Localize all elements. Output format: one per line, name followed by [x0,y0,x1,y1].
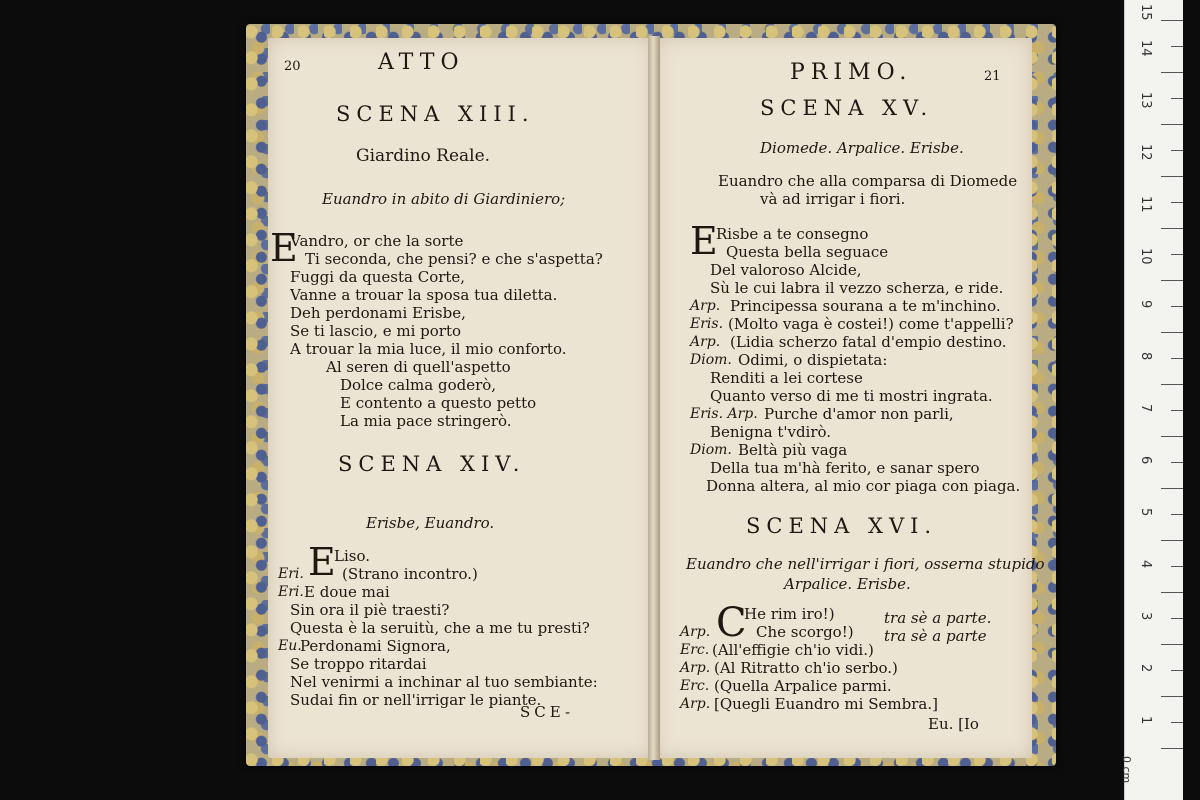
verse-line: Che scorgo!) [756,623,854,641]
speaker-label: Diom. [690,442,732,458]
ruler-tick [1171,306,1183,307]
ruler-tick [1161,228,1183,229]
page-number: 21 [984,69,1001,84]
verse-line: Del valoroso Alcide, [710,261,862,279]
page-number: 20 [284,59,301,74]
speaker-label: Eri. [278,566,304,582]
ruler-tick [1161,176,1183,177]
ruler-tick [1171,46,1183,47]
speaker-label: Eris. Arp. [690,406,758,422]
catchword: SCE- [520,703,575,721]
verse-line: Vandro, or che la sorte [290,232,464,250]
speaker-label: Arp. [690,334,721,350]
verse-line: Se troppo ritardai [290,655,427,673]
verse-line: (All'effigie ch'io vidi.) [712,641,874,659]
verse-line: Liso. [334,547,370,565]
ruler-tick [1171,670,1183,671]
ruler-number: 3 [1138,612,1153,621]
verse-line: Della tua m'hà ferito, e sanar spero [710,459,980,477]
verse-line: Quanto verso di me ti mostri ingrata. [710,387,993,405]
verse-line: [Quegli Euandro mi Sembra.] [714,695,938,713]
speaker-label: Diom. [690,352,732,368]
verse-line: Nel venirmi a inchinar al tuo sembiante: [290,673,598,691]
ruler-unit-label: 0 cm [1120,756,1133,784]
ruler-number: 14 [1138,40,1153,57]
verse-line: Se ti lascio, e mi porto [290,322,462,340]
drop-cap: E [270,226,298,270]
measurement-ruler [1120,0,1183,800]
drop-cap: C [716,600,747,646]
verse-line: Principessa sourana a te m'inchino. [730,297,1001,315]
speaker-label: Arp. [680,624,711,640]
ruler-tick [1161,384,1183,385]
scene-heading: SCENA XVI. [746,514,938,538]
ruler-tick [1171,514,1183,515]
ruler-tick [1171,410,1183,411]
ruler-tick [1171,98,1183,99]
verse-line: Beltà più vaga [738,441,848,459]
ruler-tick [1161,280,1183,281]
running-head: PRIMO. [790,60,913,85]
ruler-tick [1171,202,1183,203]
verse-line: Sin ora il piè traesti? [290,601,450,619]
verse-line: Al seren di quell'aspetto [326,358,511,376]
running-head: ATTO [378,50,465,75]
ruler-tick [1161,540,1183,541]
ruler-tick [1161,748,1183,749]
stage-direction: Euandro che alla comparsa di Diomede [718,172,1018,190]
ruler-tick [1171,150,1183,151]
verse-line: Dolce calma goderò, [340,376,497,394]
ruler-tick [1171,462,1183,463]
ruler-number: 11 [1138,196,1153,213]
ruler-number: 12 [1138,144,1153,161]
speaker-label: Eris. [690,316,724,332]
ruler-tick [1161,332,1183,333]
stage-direction: Arpalice. Erisbe. [784,575,911,593]
ruler-tick [1171,358,1183,359]
ruler-tick [1161,592,1183,593]
speaker-label: Erc. [680,642,710,658]
verse-line: A trouar la mia luce, il mio conforto. [290,340,567,358]
verse-line: Sudai fin or nell'irrigar le piante. [290,691,542,709]
verse-line: (Lidia scherzo fatal d'empio destino. [730,333,1007,351]
ruler-tick [1171,566,1183,567]
scene-setting: Giardino Reale. [356,146,491,166]
drop-cap: E [308,540,336,584]
scene-heading: SCENA XV. [760,96,934,120]
speaker-label: Erc. [680,678,710,694]
verse-line: Questa bella seguace [726,243,889,261]
ruler-tick [1161,696,1183,697]
verse-line: Fuggi da questa Corte, [290,268,466,286]
verse-line: Vanne a trouar la sposa tua diletta. [290,286,558,304]
verse-line: E doue mai [304,583,390,601]
verse-line: La mia pace stringerò. [340,412,512,430]
ruler-number: 13 [1138,92,1153,109]
verse-line: Renditi a lei cortese [710,369,863,387]
speaker-label: Arp. [680,696,711,712]
ruler-number: 9 [1138,300,1153,309]
verse-line: (Molto vaga è costei!) come t'appelli? [728,315,1014,333]
scene-heading: SCENA XIII. [336,102,535,126]
verse-line: Questa è la seruitù, che a me tu presti? [290,619,590,637]
ruler-number: 6 [1138,456,1153,465]
book-gutter [648,36,660,760]
verse-line: Benigna t'vdirò. [710,423,832,441]
speaker-label: Arp. [690,298,721,314]
verse-line: (Al Ritratto ch'io serbo.) [714,659,898,677]
ruler-tick [1171,618,1183,619]
scene-characters: Erisbe, Euandro. [366,514,495,532]
ruler-number: 2 [1138,664,1153,673]
ruler-number: 10 [1138,248,1153,265]
speaker-label: Eu. [278,638,302,654]
verse-line: Deh perdonami Erisbe, [290,304,466,322]
ruler-number: 7 [1138,404,1153,413]
ruler-number: 4 [1138,560,1153,569]
stage-direction: Euandro in abito di Giardiniero; [322,190,566,208]
ruler-number: 15 [1138,4,1153,21]
ruler-tick [1161,124,1183,125]
verse-line: Risbe a te consegno [716,225,869,243]
stage-direction: Euandro che nell'irrigar i fiori, osserna stupido [686,555,1045,573]
ruler-number: 1 [1138,716,1153,725]
verse-line: Purche d'amor non parli, [764,405,954,423]
stage-direction: và ad irrigar i fiori. [760,190,906,208]
verse-line: E contento a questo petto [340,394,537,412]
aside-note: tra sè a parte [884,627,987,645]
catchword: Eu. [Io [928,715,979,733]
verse-line: Perdonami Signora, [300,637,451,655]
ruler-tick [1161,436,1183,437]
aside-note: tra sè a parte. [884,609,992,627]
drop-cap: E [690,219,718,263]
verse-line: He rim iro!) [744,605,835,623]
speaker-label: Eri. [278,584,304,600]
verse-line: (Quella Arpalice parmi. [714,677,892,695]
ruler-tick [1161,488,1183,489]
ruler-tick [1161,644,1183,645]
verse-line: Odimi, o dispietata: [738,351,888,369]
verse-line: Sù le cui labra il vezzo scherza, e ride. [710,279,1004,297]
scene-characters: Diomede. Arpalice. Erisbe. [760,139,964,157]
verse-line: Donna altera, al mio cor piaga con piaga. [706,477,1021,495]
ruler-tick [1161,20,1183,21]
verse-line: Ti seconda, che pensi? e che s'aspetta? [305,250,603,268]
verse-line: (Strano incontro.) [342,565,478,583]
ruler-number: 8 [1138,352,1153,361]
ruler-number: 5 [1138,508,1153,517]
ruler-tick [1161,72,1183,73]
speaker-label: Arp. [680,660,711,676]
ruler-tick [1171,254,1183,255]
ruler-tick [1171,722,1183,723]
scene-heading: SCENA XIV. [338,452,526,476]
